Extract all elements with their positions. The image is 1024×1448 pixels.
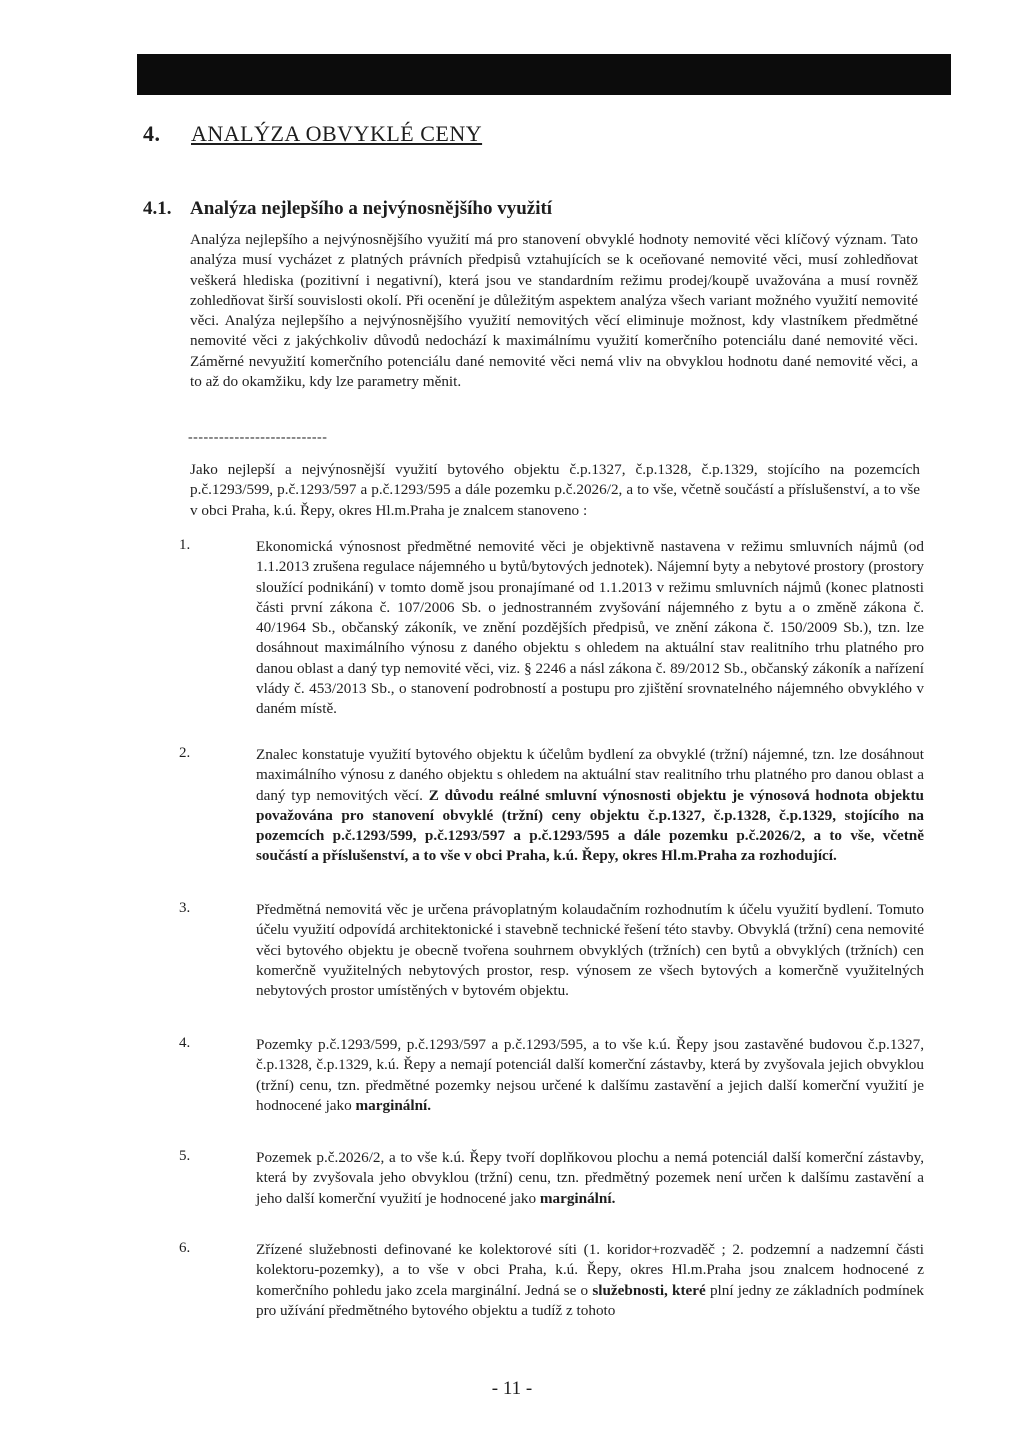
header-black-bar	[137, 54, 951, 95]
section-title: ANALÝZA OBVYKLÉ CENY	[191, 121, 483, 146]
list-item-number: 4.	[179, 1035, 191, 1051]
list-item-number: 2.	[179, 745, 191, 761]
section-number: 4.	[143, 121, 161, 146]
lead-paragraph: Jako nejlepší a nejvýnosnější využití bytového objektu č.p.1327, č.p.1328, č.p.1329, stojícího na pozemcích p.č.1293/599, p.č.1293/597 a p.č.1293/595 a dále pozemku p.č.2026/2, a to vše, včetně součástí a příslušenství, a to vše v obci Praha, k.ú. Řepy, okres Hl.m.Praha je znalcem stanoveno :	[190, 461, 920, 519]
list-item-number: 5.	[179, 1148, 191, 1164]
subsection-number: 4.1.	[143, 198, 172, 219]
list-item-bold-text: marginální.	[539, 1189, 616, 1207]
subsection-heading	[143, 198, 552, 220]
list-item-text: Pozemek p.č.2026/2, a to vše k.ú. Řepy tvoří doplňkovou plochu a nemá potenciál další komerční zástavby, která by zvyšovala jeho obvyklou (tržní) cenu, tzn. předmětný pozemek není určen k dalšímu zastavění a jeho další komerční využití je hodnocené jako marginální.	[256, 1149, 924, 1207]
list-item-number: 6.	[179, 1240, 191, 1256]
list-item-number: 1.	[179, 537, 191, 553]
list-item-bold-text: služebnosti, které	[592, 1281, 706, 1299]
list-item-bold-text: Z důvodu reálné smluvní výnosnosti objektu je výnosová hodnota objektu považována pro stanovení obvyklé (tržní) ceny objektu č.p.1327, č.p.1328, č.p.1329, stojícího na pozemcích p.č.1293/599, p.č.1293/597 a p.č.1293/595 a dále pozemku p.č.2026/2, a to vše, včetně součástí a příslušenství, a to vše v obci Praha, k.ú. Řepy, okres Hl.m.Praha za rozhodující.	[256, 786, 924, 865]
page-number: - 11 -	[491, 1378, 533, 1399]
list-item-text: Předmětná nemovitá věc je určena právoplatným kolaudačním rozhodnutím k účelu využití bydlení. Tomuto účelu využití odpovídá architektonické i stavebně technické řešení této stavby. Obvyklá (tržní) cena nemovité věci bytového objektu je obecně tvořena souhrnem obvyklých (tržních) cen bytů a obvyklých (tržních) cen komerčně využitelných nebytových prostor, resp. výnosem ze všech bytových a komerčně využitelných nebytových prostor umístěných v bytovém objektu.	[256, 901, 924, 1000]
list-item-bold-text: marginální.	[355, 1096, 432, 1114]
list-item-text: Zřízené služebnosti definované ke kolektorové síti (1. koridor+rozvaděč ; 2. podzemní a nadzemní části kolektoru-pozemky), a to vše v obci Praha, k.ú. Řepy, okres Hl.m.Praha jsou znalcem hodnocené z komerčního pohledu jako zcela marginální. Jedná se o služebnosti, které plní jedny ze základních podmínek pro užívání předmětného bytového objektu a tudíž z tohoto	[256, 1241, 924, 1319]
list-item-number: 3.	[179, 900, 191, 916]
subsection-title: Analýza nejlepšího a nejvýnosnějšího využití	[190, 198, 553, 219]
section-heading	[143, 121, 482, 147]
list-item-text: Ekonomická výnosnost předmětné nemovité věci je objektivně nastavena v režimu smluvních nájmů (od 1.1.2013 zrušena regulace nájemného u bytů/bytových jednotek). Nájemní byty a nebytové prostory (prostory sloužící podnikání) v tomto domě jsou pronajímané od 1.1.2013 v režimu smluvních nájmů (konec platnosti části první zákona č. 107/2006 Sb. o jednostranném zvyšování nájemného z bytu a o změně zákona č. 40/1964 Sb., občanský zákoník, ve znění pozdějších předpisů, ve znění zákona č. 150/2009 Sb.), tzn. lze dosáhnout maximálního výnosu z daného objektu s ohledem na aktuální stav realitního trhu platného pro danou oblast a daný typ nemovité věci, viz. § 2246 a násl zákona č. 89/2012 Sb., občanský zákoník a nařízení vlády č. 453/2013 Sb., o stanovení podrobností a postupu pro zjištění srovnatelného nájemného obvyklého v daném místě.	[256, 538, 924, 718]
list-item-text: Pozemky p.č.1293/599, p.č.1293/597 a p.č.1293/595, a to vše k.ú. Řepy jsou zastavěné budovou č.p.1327, č.p.1328, č.p.1329, k.ú. Řepy a nemají potenciál další komerční zástavby, která by zvyšovala jejich obvyklou (tržní) cenu, tzn. předmětné pozemky nejsou určené k dalšímu zastavění a jejich další komerční využití je hodnocené jako marginální.	[256, 1036, 924, 1114]
list-item-text: Znalec konstatuje využití bytového objektu k účelům bydlení za obvyklé (tržní) nájemné, tzn. lze dosáhnout maximálního výnosu z daného objektu s ohledem na aktuální stav realitního trhu platného pro danou oblast a daný typ nemovitých věcí. Z důvodu reálné smluvní výnosnosti objektu je výnosová hodnota objektu považována pro stanovení obvyklé (tržní) ceny objektu č.p.1327, č.p.1328, č.p.1329, stojícího na pozemcích p.č.1293/599, p.č.1293/597 a p.č.1293/595 a dále pozemku p.č.2026/2, a to vše, včetně součástí a příslušenství, a to vše v obci Praha, k.ú. Řepy, okres Hl.m.Praha za rozhodující.	[256, 746, 924, 865]
intro-paragraph: Analýza nejlepšího a nejvýnosnějšího využití má pro stanovení obvyklé hodnoty nemovité věci klíčový význam. Tato analýza musí vycházet z platných právních předpisů vztahujících se k oceňované nemovité věci, musí zohledňovat veškerá hlediska (pozitivní i negativní), která jsou ve standardním režimu prodej/koupě uvažována a musí rovněž zohledňovat širší souvislosti okolí. Při ocenění je důležitým aspektem analýza všech variant možného využití nemovité věci. Analýza nejlepšího a nejvýnosnějšího využití nemovitých věcí eliminuje možnost, kdy vlastníkem předmětné nemovité věci z jakýchkoliv důvodů nedochází k maximálnímu využití komerčního potenciálu dané nemovité věci. Záměrné nevyužití komerčního potenciálu dané nemovité věci nemá vliv na obvyklou hodnotu dané nemovité věci, a to až do okamžiku, kdy lze parametry měnit.	[190, 231, 918, 391]
separator-line: ---------------------------	[188, 430, 328, 445]
